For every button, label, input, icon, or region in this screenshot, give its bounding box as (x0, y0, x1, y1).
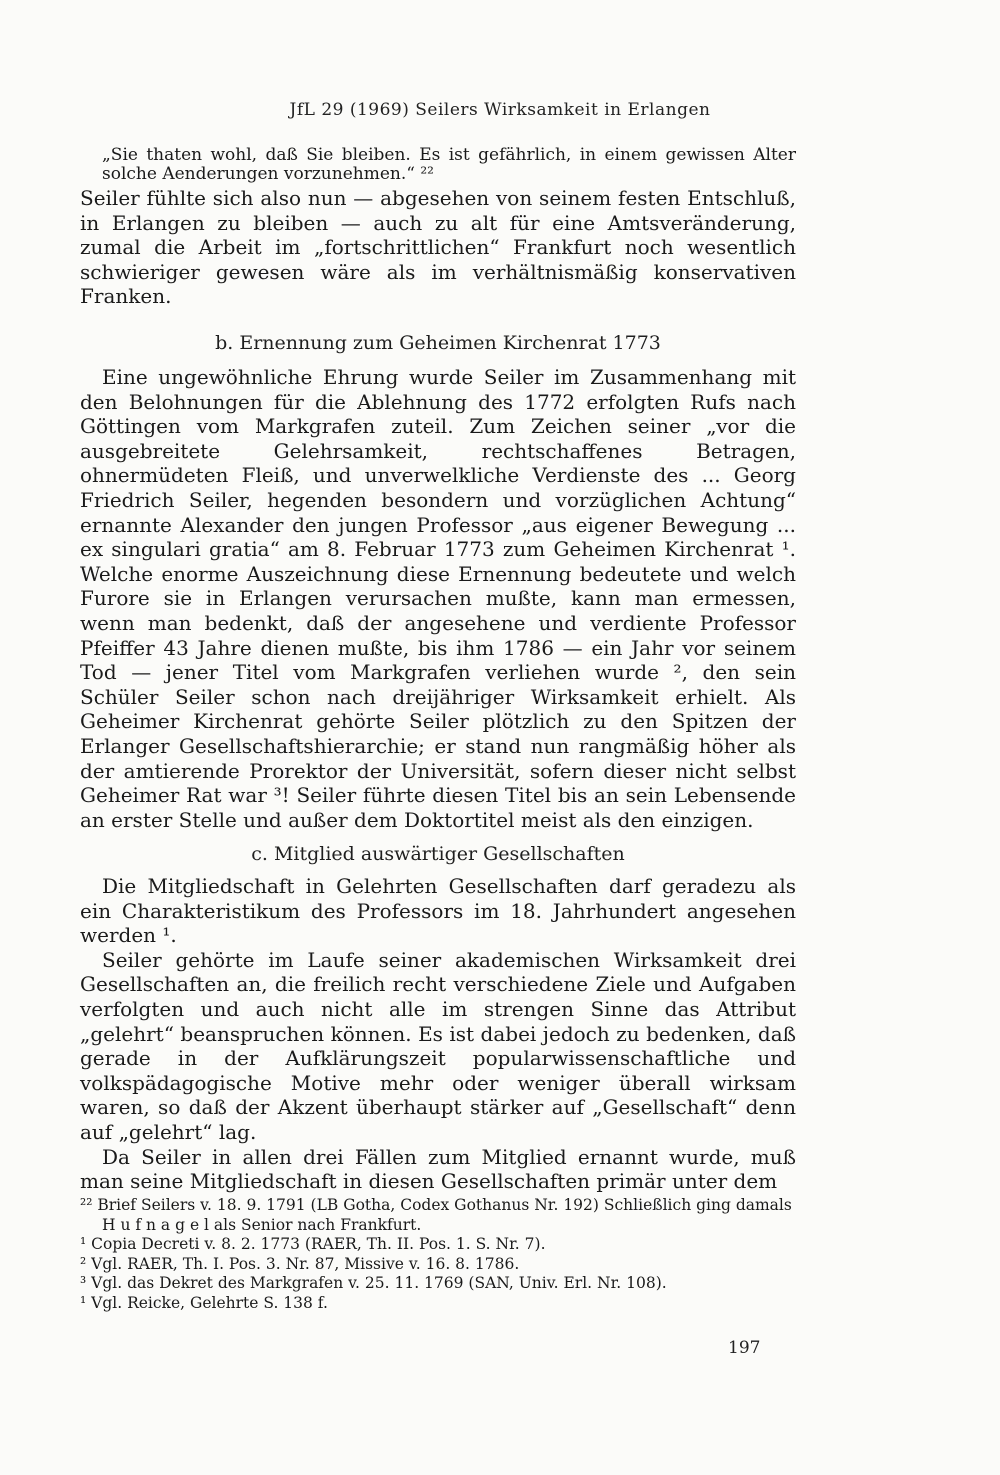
footnote: ² Vgl. RAER, Th. I. Pos. 3. Nr. 87, Missive v. 16. 8. 1786. (80, 1254, 520, 1273)
section-heading-c: c. Mitglied auswärtiger Gesellschaften (251, 843, 625, 865)
section-heading-b: b. Ernennung zum Geheimen Kirchenrat 1773 (215, 332, 661, 354)
footnote: ³ Vgl. das Dekret des Markgrafen v. 25. 11. 1769 (SAN, Univ. Erl. Nr. 108). (80, 1274, 667, 1293)
body-paragraph (80, 186, 796, 309)
footnote: ¹ Copia Decreti v. 8. 2. 1773 (RAER, Th. II. Pos. 1. S. Nr. 7). (80, 1235, 546, 1254)
footnote: ¹ Vgl. Reicke, Gelehrte S. 138 f. (80, 1293, 328, 1312)
footnotes (80, 1196, 796, 1314)
paragraph-text: Seiler fühlte sich also nun — abgesehen von seinem festen Entschluß, in Erlangen zu bleiben — auch zu alt für eine Amtsveränderung, zumal die Arbeit im „fortschrittlichen“ Frankfurt noch wesentlich schwieriger gewesen wäre als im verhältnismäßig konservativen Franken. (80, 186, 796, 309)
section-b-body (80, 365, 796, 832)
running-head: JfL 29 (1969) Seilers Wirksamkeit in Erlangen (289, 100, 711, 120)
paragraph-text: Seiler gehörte im Laufe seiner akademischen Wirksamkeit drei Gesellschaften an, die freilich recht verschiedene Ziele und Aufgaben verfolgten und auch nicht alle im strengen Sinne das Attribut „gelehrt“ beanspruchen können. Es ist dabei jedoch zu bedenken, daß gerade in der Aufklärungszeit popularwissenschaftliche und volkspädagogische Motive mehr oder weniger überall wirksam waren, so daß der Akzent überhaupt stärker auf „Gesellschaft“ denn auf „gelehrt“ lag. (80, 947, 796, 1144)
section-c-body (80, 874, 796, 1194)
paragraph-text: Eine ungewöhnliche Ehrung wurde Seiler im Zusammenhang mit den Belohnungen für die Ablehnung des 1772 erfolgten Rufs nach Göttingen vom Markgrafen zuteil. Zum Zeichen seiner „vor die ausgebreitete Gelehrsamkeit, rechtschaffenes Betragen, ohnermüdeten Fleiß, und unverwelkliche Verdienste des ... Georg Friedrich Seiler, hegenden besondern und vorzüglichen Achtung“ ernannte Alexander den jungen Professor „aus eigener Bewegung ... ex singulari gratia“ am 8. Februar 1773 zum Geheimen Kirchenrat ¹. Welche enorme Auszeichnung diese Ernennung bedeutete und welch Furore sie in Erlangen verursachen mußte, kann man ermessen, wenn man bedenkt, daß der angesehene und verdiente Professor Pfeiffer 43 Jahre dienen mußte, bis ihm 1786 — ein Jahr vor seinem Tod — jener Titel vom Markgrafen verliehen wurde ², den sein Schüler Seiler schon nach dreijähriger Wirksamkeit erhielt. Als Geheimer Kirchenrat gehörte Seiler plötzlich zu den Spitzen der Erlanger Gesellschaftshierarchie; er stand nun rangmäßig höher als der amtierende Prorektor der Universität, sofern dieser nicht selbst Geheimer Rat war ³! Seiler führte diesen Titel bis an sein Lebensende an erster Stelle und außer dem Doktortitel meist als den einzigen. (80, 365, 796, 832)
paragraph-text: Die Mitgliedschaft in Gelehrten Gesellschaften darf geradezu als ein Charakteristikum des Professors im 18. Jahrhundert angesehen werden ¹. (80, 874, 796, 948)
block-quote (80, 146, 796, 183)
page-number: 197 (728, 1338, 761, 1358)
quote-text: „Sie thaten wohl, daß Sie bleiben. Es ist gefährlich, in einem gewissen Alter solche Aenderungen vorzunehmen.“ ²² (102, 145, 796, 184)
paragraph-text: Da Seiler in allen drei Fällen zum Mitglied ernannt wurde, muß man seine Mitgliedschaft in diesen Gesellschaften primär unter dem (80, 1144, 796, 1194)
footnote: ²² Brief Seilers v. 18. 9. 1791 (LB Gotha, Codex Gothanus Nr. 192) Schließlich ging damals H u f n a g e l als Senior nach Frankfurt. (80, 1196, 792, 1234)
